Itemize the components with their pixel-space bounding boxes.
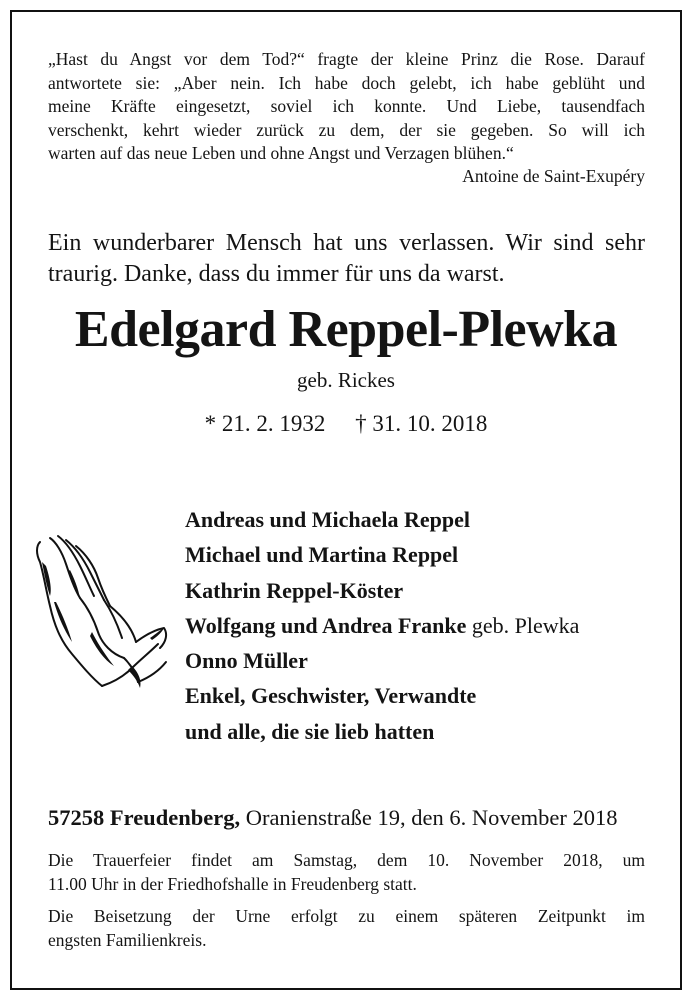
maiden-name: geb. Rickes (297, 368, 395, 392)
quote-line: „Hast du Angst vor dem Tod?“ fragte der kleine Prinz die Rose. Darauf (48, 49, 645, 69)
life-dates (0, 411, 692, 437)
note-line: 11.00 Uhr in der Friedhofshalle in Freudenberg statt. (48, 873, 417, 894)
note-line: Die Trauerfeier findet am Samstag, dem 10. November 2018, um (48, 850, 645, 870)
quote-line: meine Kräfte eingesetzt, soviel ich konnte. Und Liebe, tausendfach (48, 96, 645, 116)
note-line: engsten Familienkreis. (48, 929, 207, 950)
intro-text (48, 228, 645, 290)
deceased-name: Edelgard Reppel-Plewka (74, 301, 618, 358)
quote-line: warten auf das neue Leben und ohne Angst und Verzagen blühen.“ (48, 143, 514, 163)
family-member: Michael und Martina Reppel (185, 542, 459, 568)
family-list (185, 502, 655, 749)
birth-date: * 21. 2. 1932 (204, 411, 326, 436)
quote-text (48, 48, 645, 166)
intro-line: traurig. Danke, dass du immer für uns da warst. (48, 261, 505, 287)
quote-line: antwortete sie: „Aber nein. Ich habe doch gelebt, ich habe geblüht und (48, 72, 645, 93)
family-member: Onno Müller (185, 648, 308, 674)
family-member: und alle, die sie lieb hatten (185, 718, 435, 744)
family-member: Andreas und Michaela Reppel (185, 507, 471, 532)
family-member: Enkel, Geschwister, Verwandte (185, 683, 477, 709)
intro-line: Ein wunderbarer Mensch hat uns verlassen. Wir sind sehr (48, 230, 645, 256)
praying-hands-icon (32, 532, 172, 698)
quote-author: Antoine de Saint-Exupéry (462, 166, 645, 186)
burial-note (48, 905, 645, 952)
death-date: † 31. 10. 2018 (355, 411, 488, 436)
address-city: 57258 Freudenberg, (48, 805, 241, 830)
family-member: Kathrin Reppel-Köster (185, 577, 404, 603)
funeral-note (48, 849, 645, 896)
quote-line: verschenkt, kehrt wieder zurück zu dem, der sie gegeben. So will ich (48, 119, 645, 140)
family-member: Wolfgang und Andrea Franke geb. Plewka (185, 612, 580, 638)
address-line (48, 805, 645, 831)
note-line: Die Beisetzung der Urne erfolgt zu einem späteren Zeitpunkt im (48, 906, 645, 926)
address-rest: Oranienstraße 19, den 6. November 2018 (240, 805, 618, 830)
